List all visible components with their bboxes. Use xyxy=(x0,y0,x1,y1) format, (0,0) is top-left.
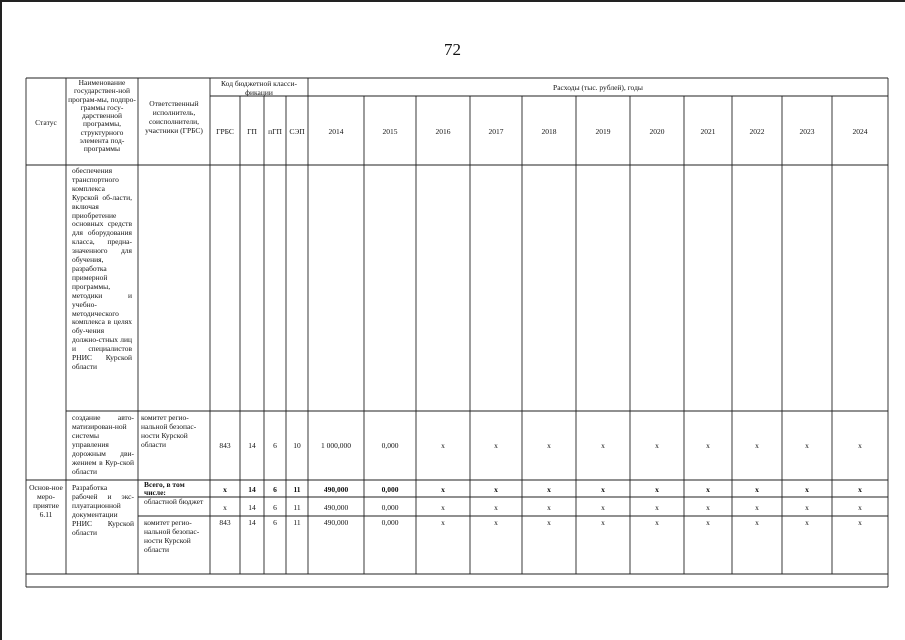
header-year-2014: 2014 xyxy=(328,127,344,136)
event-total-2020: x xyxy=(655,485,659,494)
event-regional-2018: x xyxy=(547,503,551,512)
event-committee-2021: x xyxy=(706,518,710,527)
row1-responsible: комитет регио-нальной безопас-ности Курской области xyxy=(141,413,197,449)
event-regional-label: областной бюджет xyxy=(144,497,204,506)
event-regional-code-pgp: 6 xyxy=(273,503,277,512)
row1-value-2024: x xyxy=(858,441,862,450)
row1-code-sep: 10 xyxy=(293,441,301,450)
event-committee-2017: x xyxy=(494,518,498,527)
header-status: Статус xyxy=(35,118,57,127)
event-regional-2014: 490,000 xyxy=(323,503,349,512)
event-committee-2016: x xyxy=(441,518,445,527)
row1-code-grbs: 843 xyxy=(219,441,231,450)
row1-code-pgp: 6 xyxy=(273,441,277,450)
event-total-2015: 0,000 xyxy=(381,485,399,494)
row1-value-2021: x xyxy=(706,441,710,450)
event-total-2019: x xyxy=(601,485,605,494)
event-status: Основ-ное меро-приятие 6.11 xyxy=(29,483,63,519)
event-committee-2024: x xyxy=(858,518,862,527)
event-regional-code-sep: 11 xyxy=(293,503,301,512)
header-year-2020: 2020 xyxy=(649,127,665,136)
row1-value-2020: x xyxy=(655,441,659,450)
event-regional-2022: x xyxy=(755,503,759,512)
event-total-2016: x xyxy=(441,485,445,494)
header-year-2018: 2018 xyxy=(541,127,557,136)
event-regional-2015: 0,000 xyxy=(381,503,399,512)
header-name: Наименование государствен-ной програм-мы, подпро-граммы госу-дарственной программы, структурного элемента под-программы xyxy=(68,78,136,154)
row1-code-gp: 14 xyxy=(248,441,256,450)
header-year-2017: 2017 xyxy=(488,127,504,136)
event-total-2024: x xyxy=(858,485,862,494)
row1-value-2023: x xyxy=(805,441,809,450)
header-year-2021: 2021 xyxy=(700,127,716,136)
event-committee-2019: x xyxy=(601,518,605,527)
event-regional-code-gp: 14 xyxy=(248,503,256,512)
event-regional-2017: x xyxy=(494,503,498,512)
event-committee-2015: 0,000 xyxy=(381,518,399,527)
header-expenses: Расходы (тыс. рублей), годы xyxy=(553,83,643,92)
event-committee-2022: x xyxy=(755,518,759,527)
row1-value-2015: 0,000 xyxy=(381,441,399,450)
row1-value-2022: x xyxy=(755,441,759,450)
event-total-2018: x xyxy=(547,485,551,494)
event-committee-code-grbs: 843 xyxy=(219,518,231,527)
row1-name: создание авто-матизирован-ной системы управления дорожным дви-жением в Кур-ской области xyxy=(72,413,134,476)
header-responsible: Ответственный исполнитель, соисполнители, участники (ГРБС) xyxy=(145,99,203,135)
header-year-2019: 2019 xyxy=(595,127,611,136)
event-regional-2016: x xyxy=(441,503,445,512)
event-name: Разработка рабочей и экс-плуатационной документации РНИС Курской области xyxy=(72,483,134,537)
header-code-grbs: ГРБС xyxy=(216,127,234,136)
header-code-pgp: пГП xyxy=(268,127,282,136)
row1-value-2019: x xyxy=(601,441,605,450)
event-committee-2023: x xyxy=(805,518,809,527)
event-total-2017: x xyxy=(494,485,498,494)
event-regional-2019: x xyxy=(601,503,605,512)
event-regional-code-grbs: x xyxy=(223,503,227,512)
header-code-sep: СЭП xyxy=(289,127,305,136)
event-committee-code-sep: 11 xyxy=(293,518,301,527)
event-committee-code-pgp: 6 xyxy=(273,518,277,527)
event-total-code-sep: 11 xyxy=(293,485,301,494)
event-committee-label: комитет регио-нальной безопас-ности Курской области xyxy=(144,518,200,554)
header-year-2016: 2016 xyxy=(435,127,451,136)
event-regional-2021: x xyxy=(706,503,710,512)
page-number: 72 xyxy=(444,40,461,59)
event-total-label: Всего, в том числе: xyxy=(144,480,185,498)
row1-value-2014: 1 000,000 xyxy=(321,441,351,450)
header-year-2024: 2024 xyxy=(852,127,868,136)
event-committee-2018: x xyxy=(547,518,551,527)
header-year-2022: 2022 xyxy=(749,127,765,136)
row1-value-2017: x xyxy=(494,441,498,450)
continuation-text: обеспечения транспортного комплекса Курской об-ласти, включая приобретение основных средств для оборудования класса, предна-значенного для обучения, разработка примерной программы, методики и учебно-методического комплекса в целях обу-чения должно-стных лиц и специалистов РНИС Курской области xyxy=(72,166,132,371)
event-total-2021: x xyxy=(706,485,710,494)
event-total-code-gp: 14 xyxy=(248,485,256,494)
event-total-code-pgp: 6 xyxy=(273,485,277,494)
header-year-2015: 2015 xyxy=(382,127,398,136)
event-total-2014: 490,000 xyxy=(323,485,349,494)
event-total-2023: x xyxy=(805,485,809,494)
event-committee-2014: 490,000 xyxy=(323,518,349,527)
event-committee-code-gp: 14 xyxy=(248,518,256,527)
event-regional-2024: x xyxy=(858,503,862,512)
row1-value-2016: x xyxy=(441,441,445,450)
event-total-code-grbs: x xyxy=(223,485,227,494)
row1-value-2018: x xyxy=(547,441,551,450)
header-code-gp: ГП xyxy=(247,127,257,136)
header-year-2023: 2023 xyxy=(799,127,815,136)
event-regional-2023: x xyxy=(805,503,809,512)
event-committee-2020: x xyxy=(655,518,659,527)
event-total-2022: x xyxy=(755,485,759,494)
event-regional-2020: x xyxy=(655,503,659,512)
header-budget-code: Код бюджетной класси-фикации xyxy=(221,79,297,97)
